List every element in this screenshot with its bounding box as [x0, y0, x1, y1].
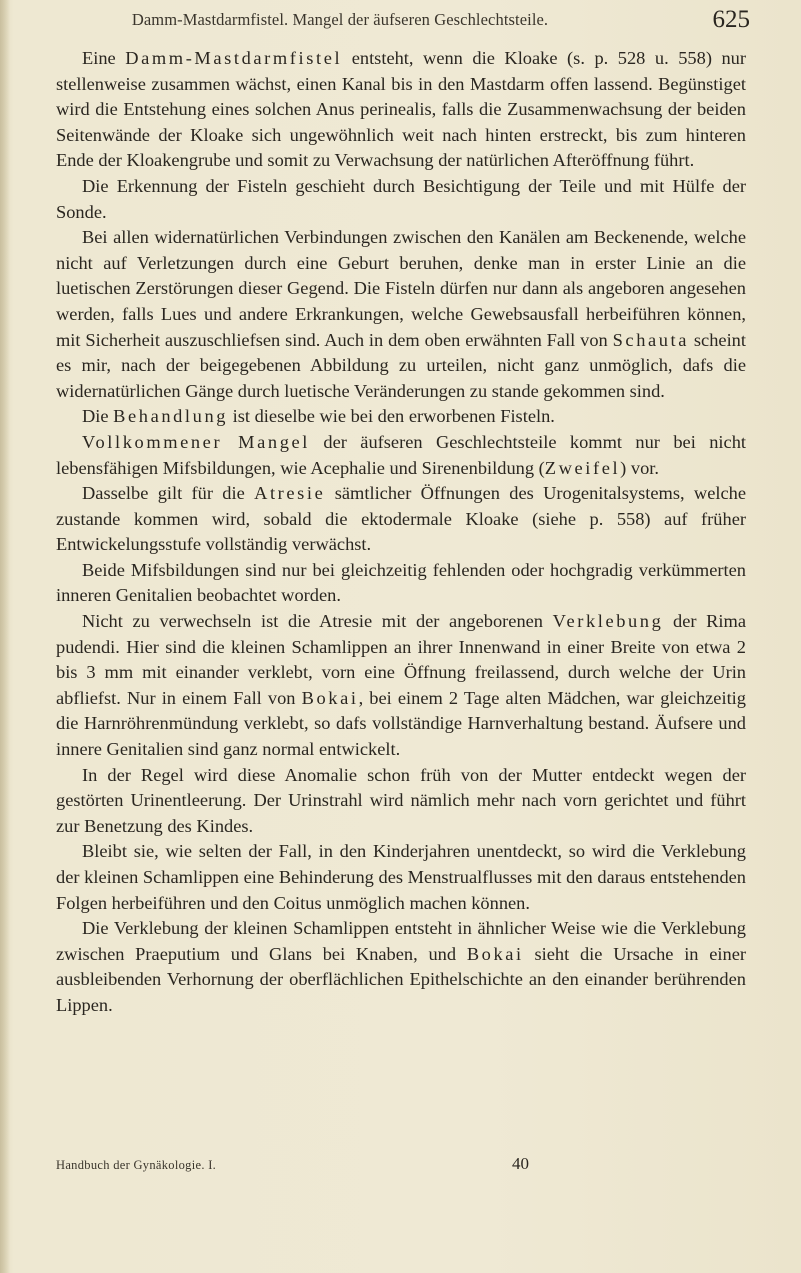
signature-mark: 40 [512, 1154, 529, 1173]
paragraph: Bei allen widernatürlichen Verbindungen zwischen den Kanälen am Beckenende, welche nicht auf Verletzungen durch eine Geburt beruhen, denke man in erster Linie an die luetischen Zerstörungen dieser Gegend. Die Fisteln dürfen nur dann als angeboren angesehen werden, falls Lues und andere Erkrankungen, welche Gewebsausfall herbeiführen können, mit Sicherheit auszuschliefsen sind. Auch in dem oben erwähnten Fall von Schauta scheint es mir, nach der beigegebenen Abbildung zu urteilen, nicht ganz unmöglich, dafs die widernatürlichen Gänge durch luetische Veränderungen zu stande gekommen sind. [56, 227, 746, 401]
paragraph: Die Behandlung ist dieselbe wie bei den erworbenen Fisteln. [82, 406, 555, 427]
paragraph: Die Verklebung der kleinen Schamlippen entsteht in ähnlicher Weise wie die Verklebung zwischen Praeputium und Glans bei Knaben, und Bokai sieht die Ursache in einer ausbleibenden Verhornung der oberflächlichen Epithelschichte an den einander berührenden Lippen. [56, 918, 747, 1015]
paragraph: Vollkommener Mangel der äufseren Geschlechtsteile kommt nur bei nicht lebensfähigen Mifsbildungen, wie Acephalie und Sirenenbildung (Zweifel) vor. [56, 431, 746, 478]
page-footer [56, 1154, 746, 1176]
running-head: Damm-Mastdarmfistel. Mangel der äufseren Geschlechtsteile. [131, 10, 549, 29]
binding-shadow [0, 0, 10, 1273]
book-title: Handbuch der Gynäkologie. I. [56, 1158, 217, 1172]
paragraph: Eine Damm-Mastdarmfistel entsteht, wenn die Kloake (s. p. 528 u. 558) nur stellenweise zusammen wächst, einen Kanal bis in den Mastdarm offen lassend. Begünstiget wird die Entstehung eines solchen Anus perinealis, falls die Zusammenwachsung der beiden Seitenwände der Kloake sich ungewöhnlich weit nach hinten erstreckt, bis zum hinteren Ende der Kloakengrube und somit zu Verwachsung der natürlichen Afteröffnung führt. [56, 48, 746, 171]
paragraph: In der Regel wird diese Anomalie schon früh von der Mutter entdeckt wegen der gestörten Urinentleerung. Der Urinstrahl wird nämlich mehr nach vorn gerichtet und führt zur Benetzung des Kindes. [56, 764, 746, 836]
paragraph: Bleibt sie, wie selten der Fall, in den Kinderjahren unentdeckt, so wird die Verklebung der kleinen Schamlippen eine Behinderung des Menstrualflusses mit den daraus entstehenden Folgen herbeiführen und den Coitus unmöglich machen können. [56, 841, 746, 913]
page-number: 625 [712, 6, 750, 33]
paragraph: Nicht zu verwechseln ist die Atresie mit der angeborenen Verklebung der Rima pudendi. Hier sind die kleinen Schamlippen an ihrer Innenwand in einer Breite von etwa 2 bis 3 mm mit einander verklebt, vorn eine Öffnung freilassend, durch welche der Urin abfliefst. Nur in einem Fall von Bokai, bei einem 2 Tage alten Mädchen, war gleichzeitig die Harnröhrenmündung verklebt, so dafs vollständige Harnverhaltung bestand. Äufsere und innere Genitalien sind ganz normal entwickelt. [56, 611, 746, 760]
paragraph: Dasselbe gilt für die Atresie sämtlicher Öffnungen des Urogenitalsystems, welche zustande kommen wird, sobald die ektodermale Kloake (siehe p. 558) auf früher Entwickelungsstufe vollständig verwächst. [56, 483, 746, 555]
page-header [60, 6, 750, 42]
body-text [56, 46, 746, 1019]
paragraph: Die Erkennung der Fisteln geschieht durch Besichtigung der Teile und mit Hülfe der Sonde. [56, 175, 746, 222]
paragraph: Beide Mifsbildungen sind nur bei gleichzeitig fehlenden oder hochgradig verkümmerten inneren Genitalien beobachtet worden. [56, 559, 746, 606]
